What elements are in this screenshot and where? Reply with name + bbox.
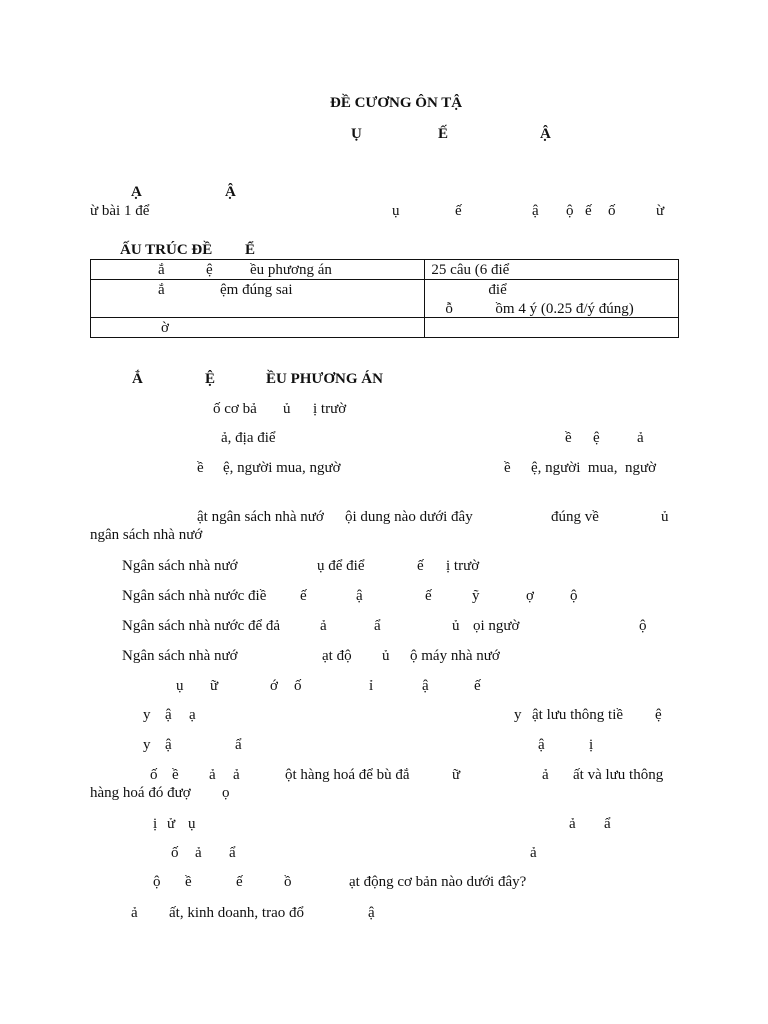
q5-option: ậ — [368, 905, 375, 921]
q2-option: Ngân sách nhà nước điề — [122, 588, 267, 604]
page-title: ĐỀ CƯƠNG ÔN TẬ — [330, 95, 463, 111]
q3-option: ẩ — [235, 737, 242, 753]
q4-stem: ữ — [452, 767, 461, 783]
q2-option: ạt độ — [322, 648, 352, 664]
cell-text: ệ — [206, 262, 213, 278]
q3-option: y — [514, 707, 522, 723]
q4-stem: ố — [150, 767, 158, 783]
table-cell — [91, 318, 425, 338]
scope-text: ế — [455, 203, 462, 219]
q2-stem: đúng về — [551, 509, 599, 525]
q3-option: y — [143, 707, 151, 723]
structure-heading: ẤU TRÚC ĐỀ — [120, 242, 213, 258]
q1-stem: ủ — [283, 401, 291, 417]
q4-option: ẩ — [229, 845, 236, 861]
table-row — [91, 280, 679, 318]
q2-option: Ngân sách nhà nước để đả — [122, 618, 281, 634]
q1-option: ề — [504, 460, 511, 476]
q2-option: ẩ — [374, 618, 381, 634]
q3-option: ật lưu thông tiề — [532, 707, 624, 723]
q3-stem: ữ — [210, 678, 219, 694]
q4-option: ụ — [188, 816, 196, 832]
q2-option: ộ — [570, 588, 578, 604]
q4-option: ử — [167, 816, 176, 832]
section-b-heading: ỀU PHƯƠNG ÁN — [266, 371, 383, 387]
q3-stem: ế — [474, 678, 481, 694]
q4-stem: ất và lưu thông — [573, 767, 664, 783]
q3-option: y — [143, 737, 151, 753]
q4-stem: ề — [172, 767, 179, 783]
section-b-heading: Ệ — [205, 371, 216, 387]
q5-stem: ề — [185, 874, 192, 890]
table-cell — [425, 260, 679, 280]
section-a-heading: Ạ — [131, 184, 142, 200]
q2-option: Ngân sách nhà nướ — [122, 558, 238, 574]
cell-text: ều phương án — [250, 262, 332, 278]
q5-stem: ộ — [153, 874, 161, 890]
scope-text: ụ — [392, 203, 400, 219]
section-b-heading: Ắ — [132, 371, 143, 387]
q3-option: ệ — [655, 707, 662, 723]
scope-text: ừ — [656, 203, 665, 219]
q2-stem: ật ngân sách nhà nướ — [197, 509, 324, 525]
q4-stem: ọ — [222, 785, 230, 801]
q4-option: ị — [153, 816, 158, 832]
subtitle-fragment: Ụ — [351, 126, 362, 142]
q1-option: ả, địa điể — [221, 430, 276, 446]
q4-stem: ả — [209, 767, 216, 783]
q4-option: ả — [530, 845, 537, 861]
q2-option: ị trườ — [446, 558, 480, 574]
q1-option: ệ — [593, 430, 600, 446]
q1-option: ả — [637, 430, 644, 446]
scope-text: ộ — [566, 203, 574, 219]
q3-option: ạ — [189, 707, 196, 723]
q3-stem: ụ — [176, 678, 184, 694]
q2-option: ỹ — [472, 588, 480, 604]
q5-option: ất, kinh doanh, trao đổ — [169, 905, 304, 921]
q2-stem: ội dung nào dưới đây — [345, 509, 473, 525]
q2-stem: ủ — [661, 509, 669, 525]
q2-option: ủ — [382, 648, 390, 664]
table-row — [91, 318, 679, 338]
cell-text: ỗ — [445, 301, 453, 317]
cell-text: ờ — [161, 320, 169, 336]
q2-option: ế — [425, 588, 432, 604]
table-cell — [91, 260, 425, 280]
cell-text: 25 câu (6 điể — [431, 262, 510, 278]
q3-stem: ớ — [270, 678, 278, 694]
table-cell — [425, 280, 679, 318]
scope-text: ậ — [532, 203, 539, 219]
cell-text: điể — [488, 282, 507, 298]
q1-option: ệ, người mua, ngườ — [531, 460, 657, 476]
q2-option: ọi ngườ — [473, 618, 520, 634]
q5-stem: ạt động cơ bản nào dưới đây? — [349, 874, 527, 890]
q3-stem: ậ — [422, 678, 429, 694]
table-row — [91, 260, 679, 280]
q2-option: ụ để điể — [317, 558, 365, 574]
q5-stem: ế — [236, 874, 243, 890]
q3-option: ậ — [538, 737, 545, 753]
q1-option: ề — [565, 430, 572, 446]
q3-option: ậ — [165, 737, 172, 753]
q1-stem: ị trườ — [313, 401, 347, 417]
subtitle-fragment: Ế — [438, 126, 449, 142]
q2-option: ậ — [356, 588, 363, 604]
section-a-heading: Ậ — [225, 184, 236, 200]
q2-stem: ngân sách nhà nướ — [90, 527, 203, 543]
q5-stem: ồ — [284, 874, 292, 890]
q2-option: ế — [417, 558, 424, 574]
table-cell — [91, 280, 425, 318]
scope-text: ế — [585, 203, 592, 219]
q4-stem: hàng hoá đó đượ — [90, 785, 191, 801]
q2-option: Ngân sách nhà nướ — [122, 648, 238, 664]
structure-table — [90, 259, 679, 338]
structure-heading: Ể — [245, 242, 256, 258]
q1-option: ệ, người mua, ngườ — [223, 460, 341, 476]
subtitle-fragment: Ậ — [540, 126, 551, 142]
q1-stem: ố cơ bả — [213, 401, 257, 417]
q3-option: ị — [589, 737, 594, 753]
q3-option: ậ — [165, 707, 172, 723]
q2-option: ế — [300, 588, 307, 604]
q3-stem: ỉ — [369, 678, 374, 694]
q4-stem: ột hàng hoá để bù đắ — [285, 767, 410, 783]
q2-option: ộ máy nhà nướ — [410, 648, 500, 664]
q4-stem: ả — [233, 767, 240, 783]
cell-text: ắ — [158, 262, 165, 278]
q2-option: ộ — [639, 618, 647, 634]
q3-stem: ố — [294, 678, 302, 694]
q2-option: ủ — [452, 618, 460, 634]
scope-text: ừ bài 1 để — [90, 203, 150, 219]
q4-option: ẩ — [604, 816, 611, 832]
q2-option: ợ — [526, 588, 534, 604]
table-cell — [425, 318, 679, 338]
q1-option: ề — [197, 460, 204, 476]
q4-option: ả — [195, 845, 202, 861]
q4-option: ả — [569, 816, 576, 832]
q4-stem: ả — [542, 767, 549, 783]
scope-text: ố — [608, 203, 616, 219]
cell-text: ồm 4 ý (0.25 đ/ý đúng) — [495, 301, 634, 317]
q5-option: ả — [131, 905, 138, 921]
q2-option: ả — [320, 618, 327, 634]
q4-option: ố — [171, 845, 179, 861]
cell-text: ắ — [158, 282, 165, 298]
cell-text: ệm đúng sai — [220, 282, 293, 298]
